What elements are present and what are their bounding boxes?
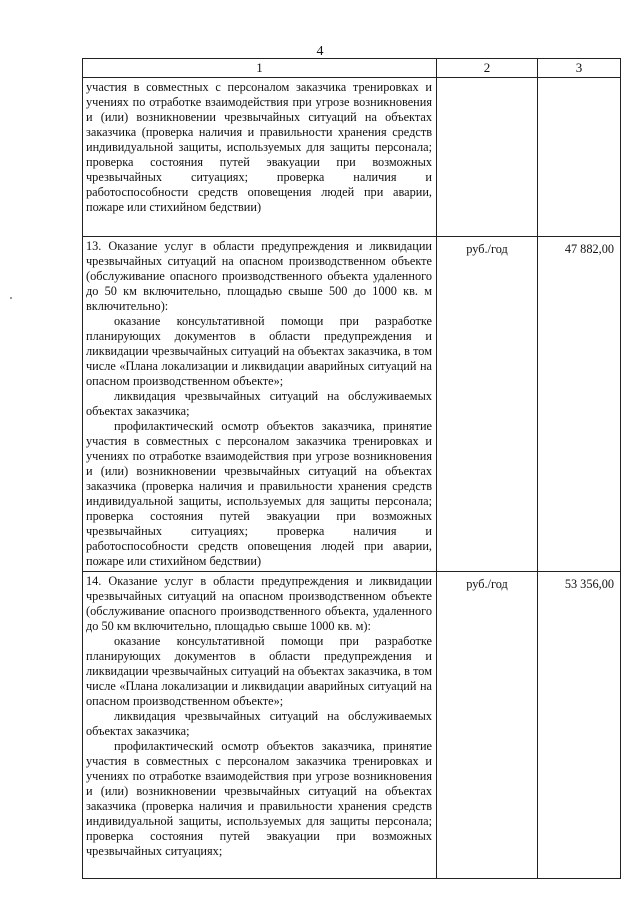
service-item: оказание консультативной помощи при разработке планирующих документов в области предупреждения и ликвидации чрезвычайных ситуаций на объектах заказчика, в том числе «Плана локализации и ликвидации аварийных ситуаций на опасном производственном объекте»; (86, 314, 432, 388)
table-header-row (83, 59, 621, 78)
service-description-cell (83, 572, 437, 879)
unit-cell (437, 78, 538, 237)
price-cell (538, 78, 621, 237)
price-value: 53 356,00 (564, 577, 614, 591)
price-cell (538, 572, 621, 879)
service-title: 14. Оказание услуг в области предупреждения и ликвидации чрезвычайных ситуаций на опасном производственном объекте (обслуживание опасного производственного объекта, удаленного до 50 км включительно, площадью свыше 1000 кв. м): (86, 574, 432, 633)
service-description-cell (83, 237, 437, 572)
column-header-1: 1 (83, 59, 437, 78)
page-number: 4 (316, 44, 324, 59)
unit-text: руб./год (466, 242, 508, 256)
service-item: ликвидация чрезвычайных ситуаций на обслуживаемых объектах заказчика; (86, 709, 432, 738)
service-description-cell (83, 78, 437, 237)
table-row-continuation (83, 78, 621, 237)
column-header-3: 3 (538, 59, 621, 78)
unit-cell (437, 572, 538, 879)
margin-mark (10, 297, 12, 299)
unit-cell (437, 237, 538, 572)
service-item: профилактический осмотр объектов заказчика, принятие участия в совместных с персоналом заказчика тренировках и учениях по отработке взаимодействия при угрозе возникновения и (или) возникновении чрезвычайных ситуаций на объектах заказчика (проверка наличия и правильности хранения средств индивидуальной защиты, используемых для защиты персонала; проверка состояния путей эвакуации при возможных чрезвычайных ситуациях; (86, 739, 432, 858)
unit-text: руб./год (466, 577, 508, 591)
service-item: ликвидация чрезвычайных ситуаций на обслуживаемых объектах заказчика; (86, 389, 432, 418)
price-table (82, 58, 621, 879)
table-row-14 (83, 572, 621, 879)
price-value: 47 882,00 (564, 242, 614, 256)
column-header-2: 2 (437, 59, 538, 78)
service-item: оказание консультативной помощи при разработке планирующих документов в области предупреждения и ликвидации чрезвычайных ситуаций на объектах заказчика, в том числе «Плана локализации и ликвидации аварийных ситуаций на опасном производственном объекте»; (86, 634, 432, 708)
continuation-text: участия в совместных с персоналом заказчика тренировках и учениях по отработке взаимодействия при угрозе возникновения и (или) возникновении чрезвычайных ситуаций на объектах заказчика (проверка наличия и правильности хранения средств индивидуальной защиты, используемых для защиты персонала; проверка состояния путей эвакуации при возможных чрезвычайных ситуациях; проверка наличия и работоспособности средств оповещения людей при аварии, пожаре или стихийном бедствии) (86, 80, 432, 214)
table-row-13 (83, 237, 621, 572)
service-item: профилактический осмотр объектов заказчика, принятие участия в совместных с персоналом заказчика тренировках и учениях по отработке взаимодействия при угрозе возникновения и (или) возникновении чрезвычайных ситуаций на объектах заказчика (проверка наличия и правильности хранения средств индивидуальной защиты, используемых для защиты персонала; проверка состояния путей эвакуации при возможных чрезвычайных ситуациях; проверка наличия и работоспособности средств оповещения людей при аварии, пожаре или стихийном бедствии) (86, 419, 432, 568)
price-cell (538, 237, 621, 572)
service-title: 13. Оказание услуг в области предупреждения и ликвидации чрезвычайных ситуаций на опасном производственном объекте (обслуживание опасного производственного объекта удаленного до 50 км включительно, площадью свыше 500 до 1000 кв. м включительно): (86, 239, 432, 313)
